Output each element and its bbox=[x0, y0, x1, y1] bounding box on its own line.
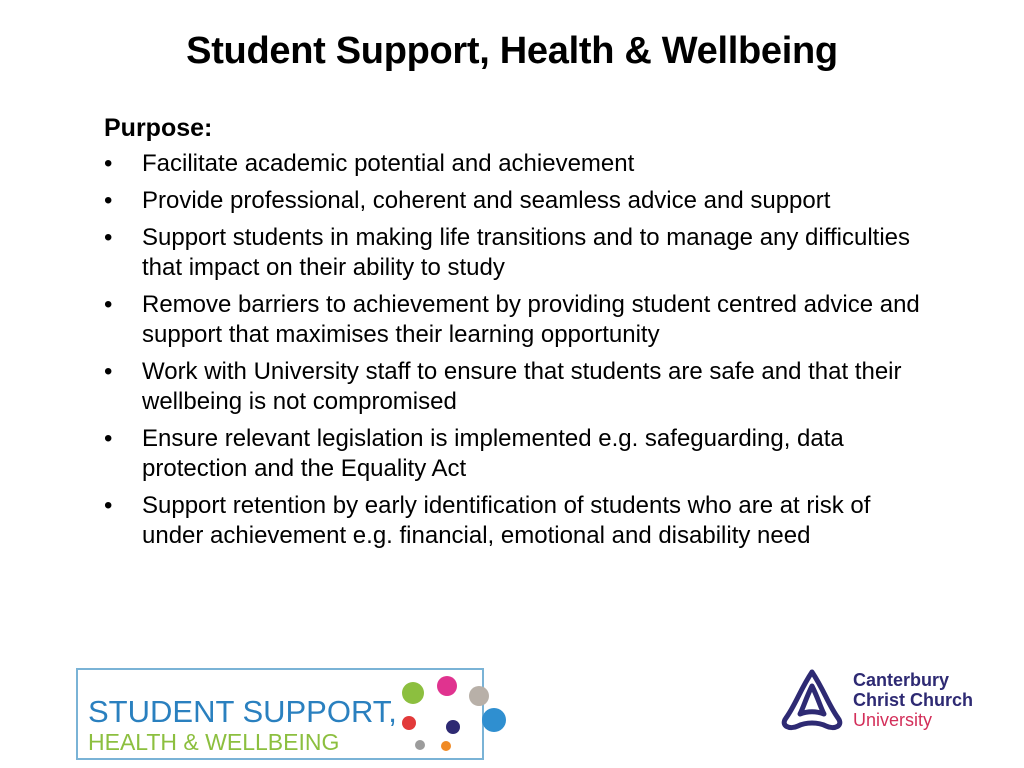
bullet-icon: • bbox=[104, 425, 113, 452]
student-support-dots-icon bbox=[76, 664, 508, 764]
cccu-logo bbox=[776, 668, 996, 734]
bullet-icon: • bbox=[104, 291, 113, 318]
bullet-text: Provide professional, coherent and seamless advice and support bbox=[142, 187, 831, 214]
cccu-knot-icon bbox=[776, 668, 848, 734]
bullet-text: Support retention by early identification of students who are at risk of under achievement e.g. financial, emotional and disability need bbox=[142, 492, 871, 549]
list-item bbox=[104, 424, 924, 484]
slide-title: Student Support, Health & Wellbeing bbox=[186, 30, 838, 72]
purpose-heading: Purpose: bbox=[104, 114, 213, 142]
bullet-text: Facilitate academic potential and achievement bbox=[142, 150, 635, 177]
bullet-icon: • bbox=[104, 187, 113, 214]
bullet-text: Remove barriers to achievement by providing student centred advice and support that maximises their learning opportunity bbox=[142, 291, 920, 348]
cccu-wordmark bbox=[853, 670, 973, 730]
cccu-line3: University bbox=[853, 710, 933, 730]
list-item bbox=[104, 357, 924, 417]
bullet-icon: • bbox=[104, 492, 113, 519]
student-support-logo bbox=[76, 664, 508, 764]
student-support-logo-line1: STUDENT SUPPORT, bbox=[88, 694, 397, 729]
cccu-line2: Christ Church bbox=[853, 690, 974, 710]
bullet-text: Support students in making life transitions and to manage any difficulties that impact on their ability to study bbox=[142, 224, 910, 281]
list-item bbox=[104, 223, 924, 283]
purpose-list bbox=[104, 149, 924, 551]
bullet-text: Work with University staff to ensure that students are safe and that their wellbeing is not compromised bbox=[142, 358, 902, 415]
student-support-logo-line2: HEALTH & WELLBEING bbox=[88, 729, 340, 755]
bullet-text: Ensure relevant legislation is implemented e.g. safeguarding, data protection and the Equality Act bbox=[142, 425, 844, 482]
list-item bbox=[104, 491, 924, 551]
bullet-icon: • bbox=[104, 358, 113, 385]
slide-content bbox=[104, 113, 924, 558]
bullet-icon: • bbox=[104, 224, 113, 251]
list-item bbox=[104, 186, 924, 216]
list-item bbox=[104, 149, 924, 179]
list-item bbox=[104, 290, 924, 350]
cccu-line1: Canterbury bbox=[853, 670, 950, 690]
bullet-icon: • bbox=[104, 150, 113, 177]
